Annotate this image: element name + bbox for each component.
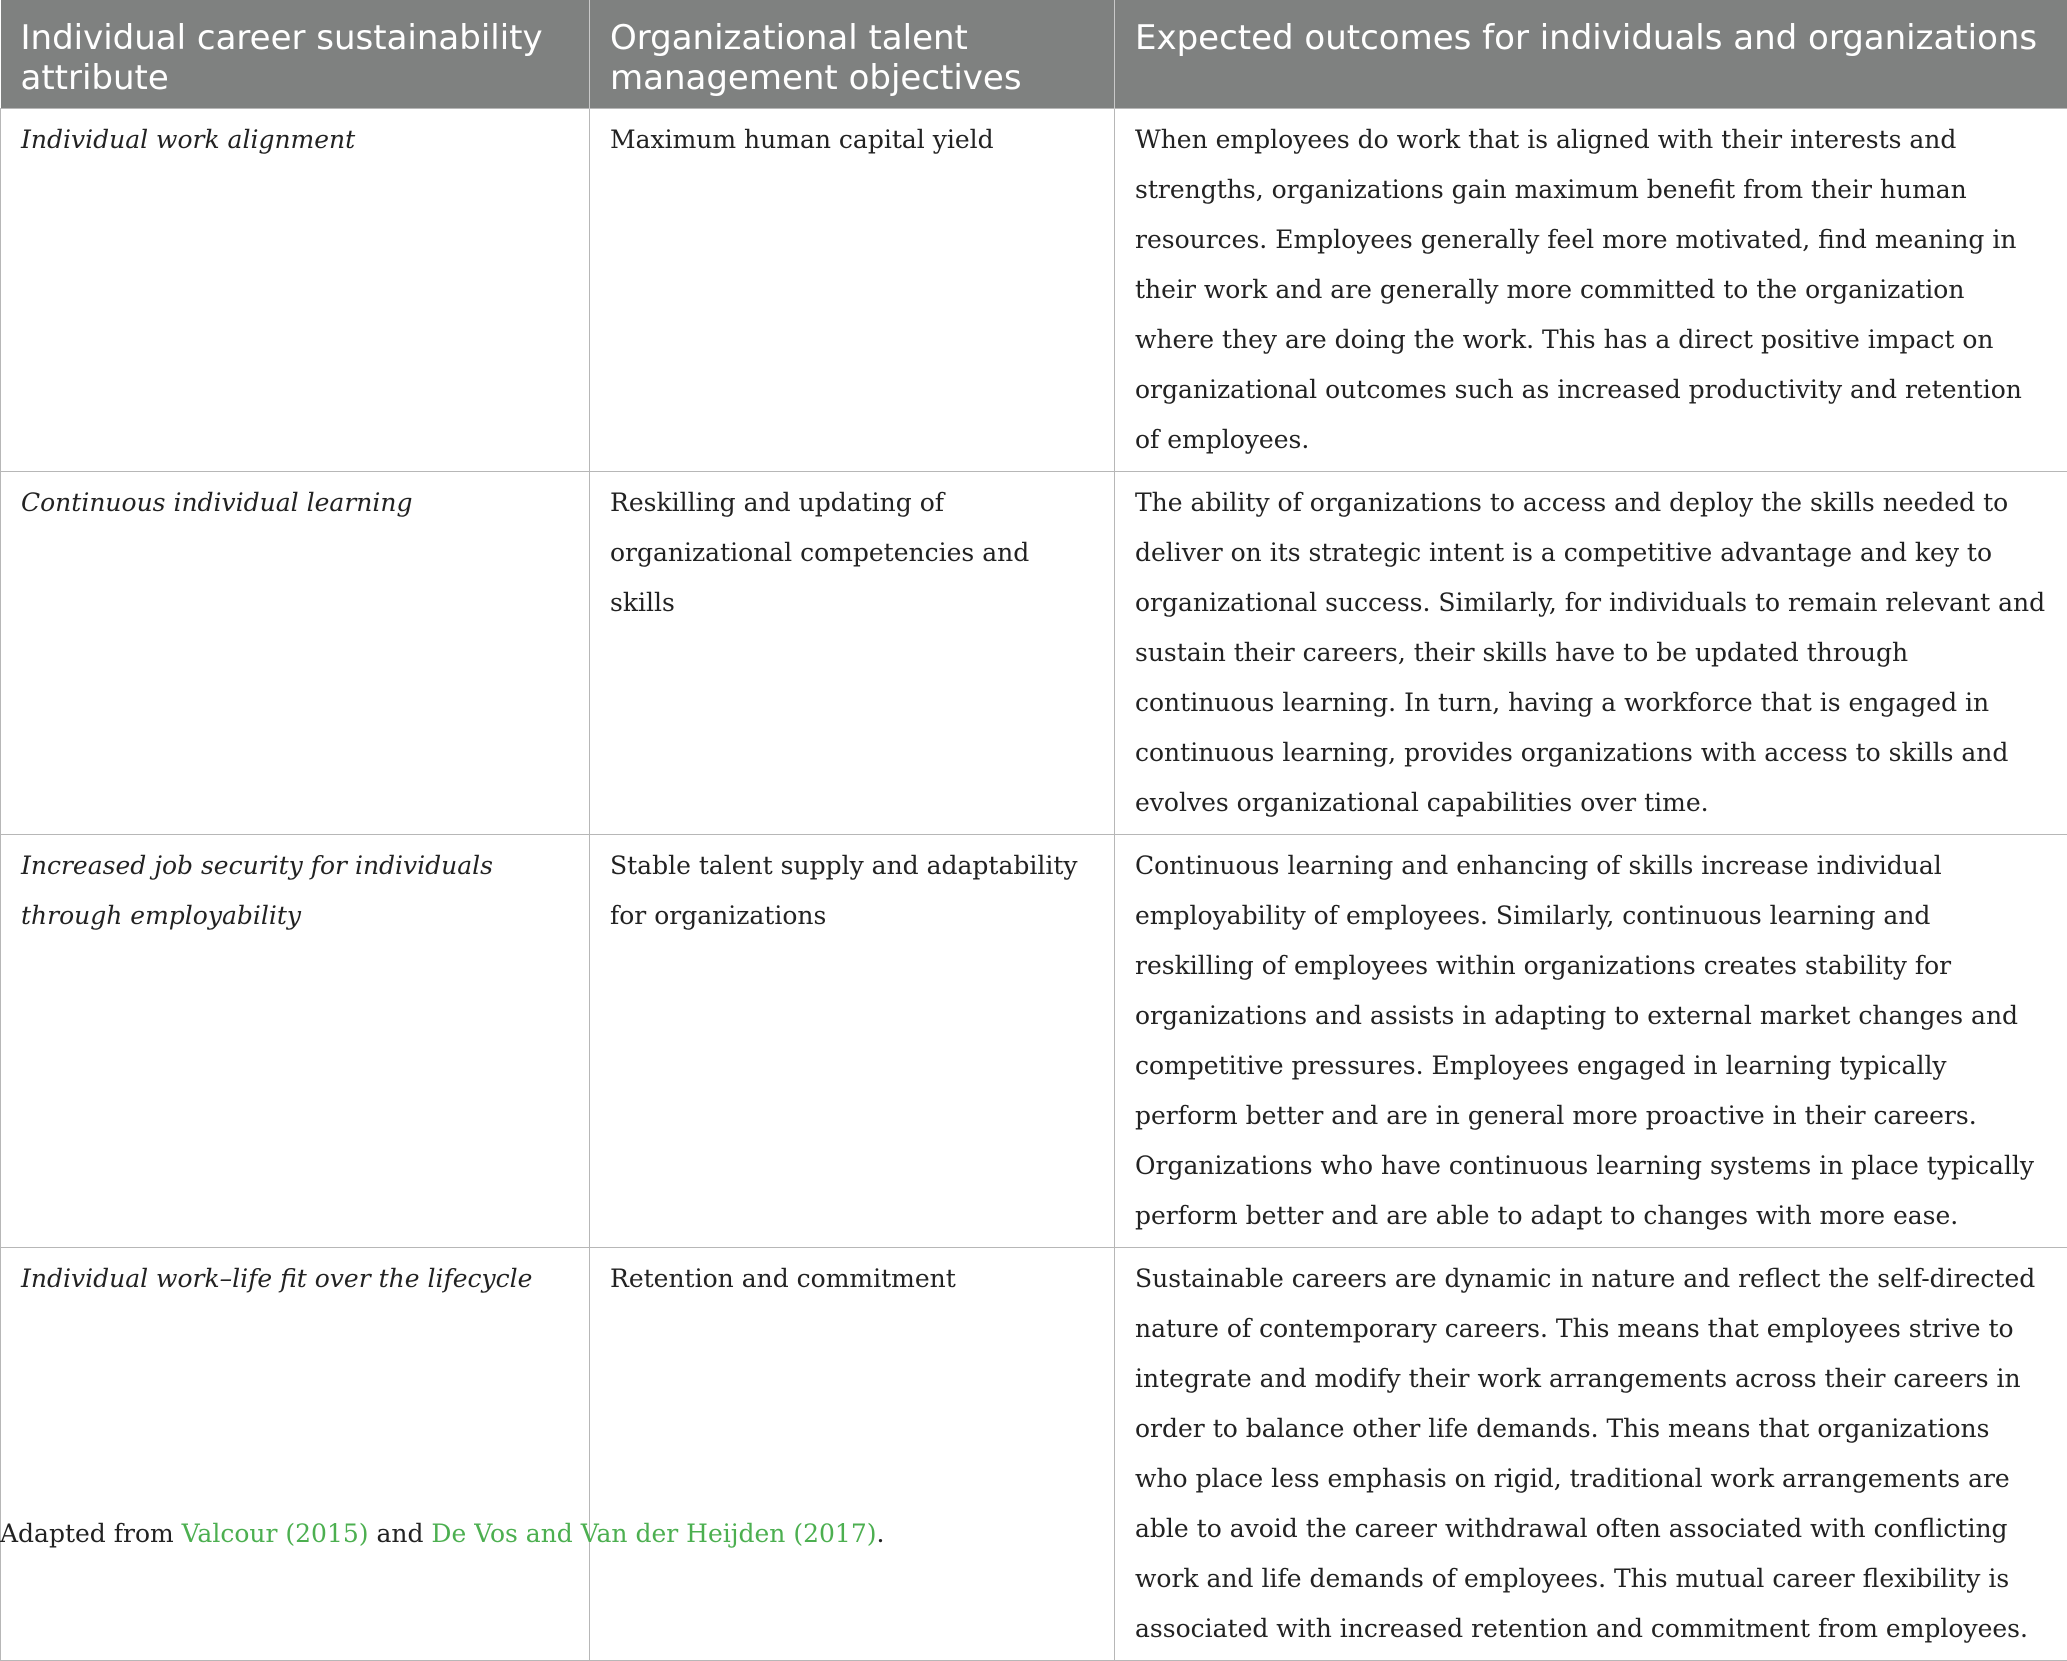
table-row	[1, 1248, 2067, 1661]
table-row	[1, 109, 2067, 472]
cell-objective: Maximum human capital yield	[590, 109, 1115, 472]
cell-objective: Reskilling and updating of organizational competencies and skills	[590, 472, 1115, 835]
footnote-middle: and	[369, 1519, 432, 1548]
cell-objective: Retention and commitment	[590, 1248, 1115, 1661]
cell-outcome: Continuous learning and enhancing of skills increase individual employability of employees. Similarly, continuous learning and reskilling of employees within organizations creates stability for organizations and assists in adapting to external market changes and competitive pressures. Employees engaged in learning typically perform better and are in general more proactive in their careers. Organizations who have continuous learning systems in place typically perform better and are able to adapt to changes with more ease.	[1115, 835, 2067, 1248]
cell-outcome: When employees do work that is aligned with their interests and strengths, organizations gain maximum benefit from their human resources. Employees generally feel more motivated, find meaning in their work and are generally more committed to the organization where they are doing the work. This has a direct positive impact on organizational outcomes such as increased productivity and retention of employees.	[1115, 109, 2067, 472]
cell-attribute: Individual work alignment	[1, 109, 590, 472]
header-objective: Organizational talent management objectives	[590, 0, 1115, 109]
footnote-prefix: Adapted from	[0, 1519, 182, 1548]
cell-attribute: Individual work–life fit over the lifecycle	[1, 1248, 590, 1661]
header-attribute: Individual career sustainability attribute	[1, 0, 590, 109]
table-header-row	[1, 0, 2067, 109]
cell-objective: Stable talent supply and adaptability for organizations	[590, 835, 1115, 1248]
cell-outcome: Sustainable careers are dynamic in nature and reflect the self-directed nature of contemporary careers. This means that employees strive to integrate and modify their work arrangements across their careers in order to balance other life demands. This means that organizations who place less emphasis on rigid, traditional work arrangements are able to avoid the career withdrawal often associated with conflicting work and life demands of employees. This mutual career flexibility is associated with increased retention and commitment from employees.	[1115, 1248, 2067, 1661]
table-row	[1, 835, 2067, 1248]
cell-outcome: The ability of organizations to access and deploy the skills needed to deliver on its strategic intent is a competitive advantage and key to organizational success. Similarly, for individuals to remain relevant and sustain their careers, their skills have to be updated through continuous learning. In turn, having a workforce that is engaged in continuous learning, provides organizations with access to skills and evolves organizational capabilities over time.	[1115, 472, 2067, 835]
table-row	[1, 472, 2067, 835]
header-outcome: Expected outcomes for individuals and organizations	[1115, 0, 2067, 109]
reference-link-de-vos[interactable]: De Vos and Van der Heijden (2017)	[431, 1519, 876, 1548]
cell-attribute: Increased job security for individuals through employability	[1, 835, 590, 1248]
table-footnote	[0, 1519, 884, 1548]
cell-attribute: Continuous individual learning	[1, 472, 590, 835]
footnote-suffix: .	[876, 1519, 884, 1548]
reference-link-valcour[interactable]: Valcour (2015)	[182, 1519, 369, 1548]
